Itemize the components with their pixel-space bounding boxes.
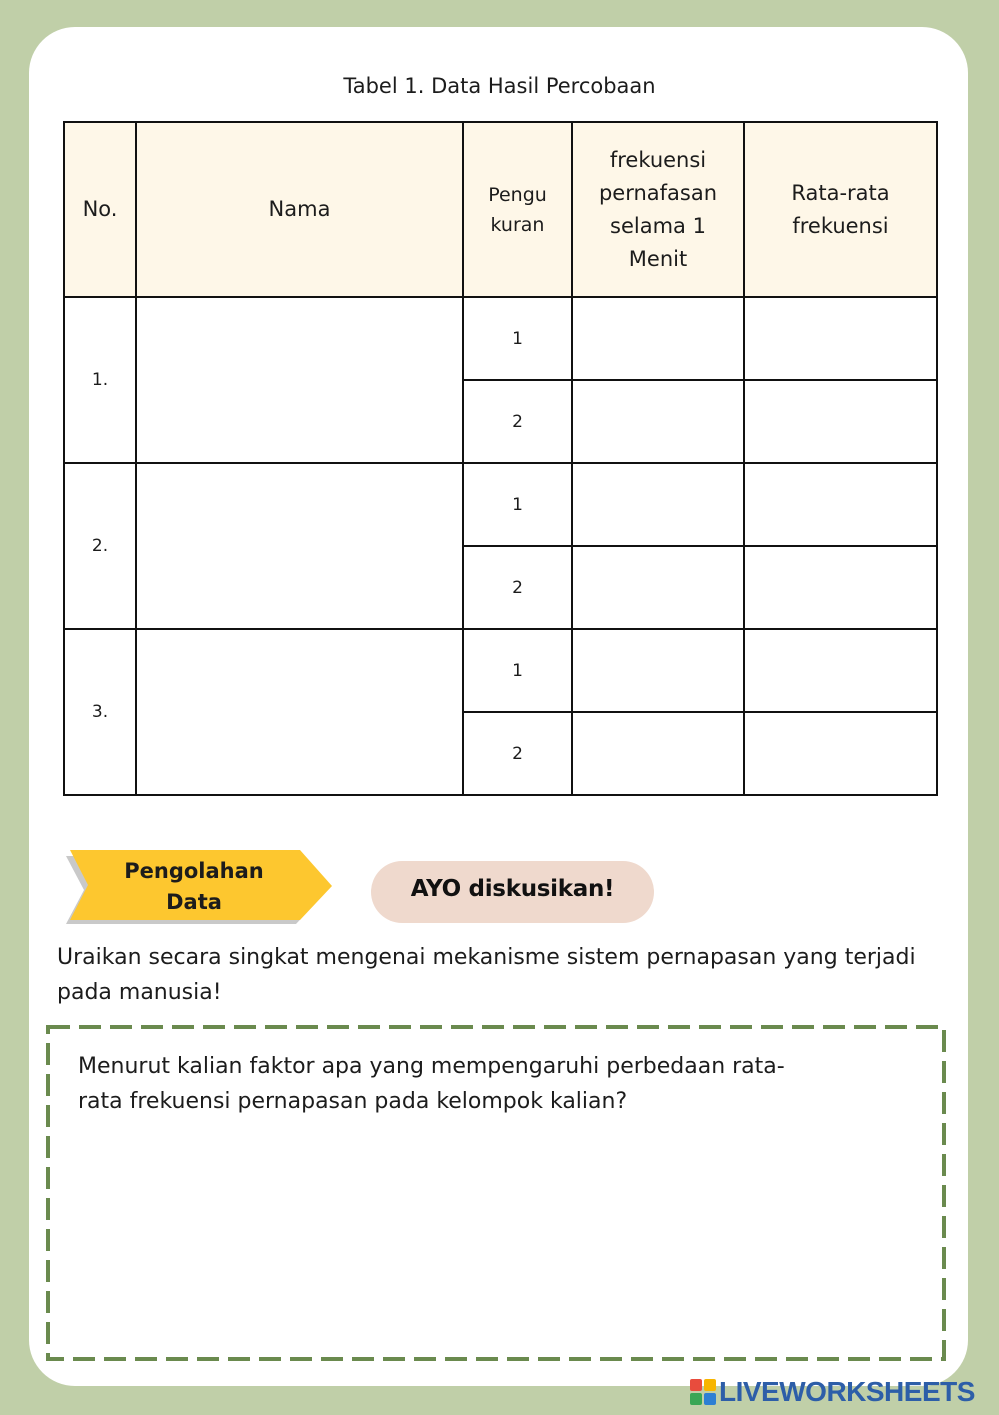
table-header-row — [64, 122, 937, 297]
header-rata-rata — [744, 122, 937, 297]
average-input-cell[interactable] — [744, 629, 937, 712]
table-row — [64, 629, 937, 712]
table-caption: Tabel 1. Data Hasil Percobaan — [343, 74, 656, 98]
average-input-cell[interactable] — [744, 712, 937, 795]
instruction-text: Uraikan secara singkat mengenai mekanisme sistem pernapasan yang terjadi pada manusia! — [57, 945, 916, 1005]
table-row — [64, 463, 937, 546]
answer-box[interactable] — [46, 1025, 946, 1361]
question-line2: rata frekuensi pernapasan pada kelompok kalian? — [78, 1089, 628, 1114]
header-nama: Nama — [136, 122, 463, 297]
header-frekuensi-line4: Menit — [628, 246, 688, 271]
header-frekuensi-line2: pernafasan — [598, 180, 718, 205]
tag-label-line1: Pengolahan — [124, 859, 264, 883]
brand-name: LIVEWORKSHEETS — [719, 1376, 975, 1407]
row-number: 1. — [64, 297, 136, 463]
frequency-input-cell[interactable] — [572, 463, 744, 546]
question-text — [78, 1049, 908, 1119]
header-pengukuran — [463, 122, 572, 297]
data-table — [63, 121, 938, 796]
header-frekuensi — [572, 122, 744, 297]
frequency-input-cell[interactable] — [572, 629, 744, 712]
header-pengukuran-line1: Pengu — [488, 183, 547, 206]
discuss-label: AYO diskusikan! — [410, 876, 615, 902]
frequency-input-cell[interactable] — [572, 297, 744, 380]
row-number: 2. — [64, 463, 136, 629]
discuss-badge — [371, 861, 654, 923]
header-no: No. — [64, 122, 136, 297]
frequency-input-cell[interactable] — [572, 712, 744, 795]
tag-label — [104, 856, 284, 918]
header-frekuensi-line3: selama 1 — [610, 213, 706, 238]
measurement-number: 2 — [463, 380, 572, 463]
measurement-number: 1 — [463, 297, 572, 380]
frequency-input-cell[interactable] — [572, 546, 744, 629]
measurement-number: 1 — [463, 463, 572, 546]
measurement-number: 2 — [463, 546, 572, 629]
tag-label-line2: Data — [166, 890, 222, 914]
measurement-number: 2 — [463, 712, 572, 795]
header-rata-line2: frekuensi — [792, 213, 889, 238]
average-input-cell[interactable] — [744, 380, 937, 463]
frequency-input-cell[interactable] — [572, 380, 744, 463]
header-pengukuran-line2: kuran — [490, 213, 545, 236]
average-input-cell[interactable] — [744, 546, 937, 629]
name-input-cell[interactable] — [136, 463, 463, 629]
table-row — [64, 297, 937, 380]
row-number: 3. — [64, 629, 136, 795]
header-frekuensi-line1: frekuensi — [609, 147, 707, 172]
measurement-number: 1 — [463, 629, 572, 712]
name-input-cell[interactable] — [136, 629, 463, 795]
brand-logo — [690, 1372, 975, 1412]
section-tag — [64, 850, 332, 924]
header-rata-line1: Rata-rata — [791, 180, 890, 205]
average-input-cell[interactable] — [744, 297, 937, 380]
liveworksheets-icon — [690, 1379, 716, 1405]
average-input-cell[interactable] — [744, 463, 937, 546]
name-input-cell[interactable] — [136, 297, 463, 463]
question-line1: Menurut kalian faktor apa yang mempengaruhi perbedaan rata- — [78, 1054, 785, 1079]
